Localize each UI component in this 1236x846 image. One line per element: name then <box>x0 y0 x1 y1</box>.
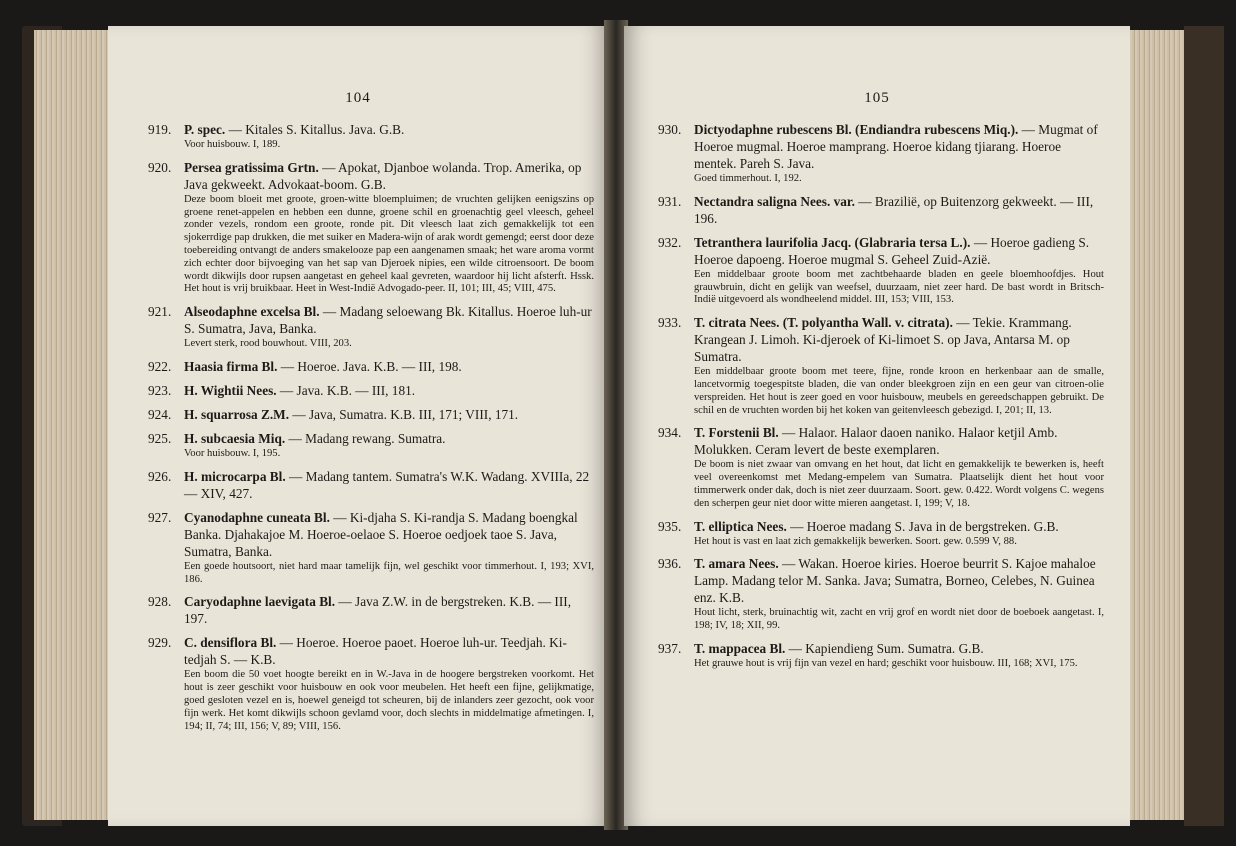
entry-details: — Hoeroe gadieng S. Hoeroe dapoeng. Hoeroe mugmal S. Geheel Zuid-Azië. <box>694 234 1090 267</box>
species-entry <box>658 193 1104 227</box>
page-edges-right <box>1122 30 1184 820</box>
species-name: Alseodaphne excelsa Bl. <box>184 304 320 320</box>
entry-note: Deze boom bloeit met groote, groen-witte bloempluimen; de vruchten gelijken eenigszins op groene renet-appelen en hebben een dunne, groene schil en groenachtig geel vleesch, geheel zonder vezels, rondom een groote, ronde pit. Dit vleesch laat zich gemakkelijk tot een sjokerrdige pap drukken, die met suiker en Madera-wijn of arak wordt gemengd; eerst door deze toebereiding ontvangt de anders smakelooze pap een aangenamen smaak; het ware aroma vormt zich echter door bijvoeging van het sap van Djeroek nipies, een wilde citroensoort. De boom wordt dikwijls door rupsen aangetast en geheel kaal gevreten, waardoor hij licht afsterft. Hssk. Het hout is vrij bruikbaar. Heet in West-Indië Advogado-peer. II, 101; III, 45; VIII, 475. <box>184 193 594 295</box>
species-name: T. mappacea Bl. <box>694 640 786 656</box>
entry-number: 919. <box>148 122 172 137</box>
entry-details: — Halaor. Halaor daoen naniko. Halaor ketjil Amb. Molukken. Ceram levert de beste exemplaren. <box>694 425 1058 458</box>
species-name: T. elliptica Nees. <box>694 518 787 534</box>
species-name: Persea gratissima Grtn. <box>184 159 319 175</box>
species-entry <box>148 430 594 461</box>
entry-heading <box>658 193 1104 227</box>
species-entry <box>148 468 594 502</box>
entry-number: 934. <box>658 425 682 441</box>
species-entry <box>658 518 1104 549</box>
entry-heading <box>658 121 1104 172</box>
entry-note: Voor huisbouw. I, 189. <box>184 139 281 150</box>
species-name: P. spec. <box>184 122 226 137</box>
species-entry <box>148 406 594 423</box>
species-entry <box>658 555 1104 633</box>
entry-number: 924. <box>148 406 172 422</box>
entry-note: Hout licht, sterk, bruinachtig wit, zacht en vrij grof en wordt niet door de boeboek aangetast. I, 198; IV, 18; XII, 99. <box>694 607 1104 632</box>
entry-heading <box>658 555 1104 606</box>
entry-details: — Tekie. Krammang. Krangean J. Limoh. Ki-djeroek of Ki-limoet S. op Java, Antarsa M. op Sumatra. <box>694 315 1072 365</box>
species-name: H. microcarpa Bl. <box>184 468 286 484</box>
species-entry <box>148 634 594 733</box>
entry-details: — Wakan. Hoeroe kiries. Hoeroe beurrit S. Kajoe mahaloe Lamp. Madang telor M. Sanka. Java; Sumatra, Borneo, Celebes, N. Guinea enz. K.B. <box>694 556 1096 606</box>
entry-note: Een boom die 50 voet hoogte bereikt en in W.-Java in de hoogere bergstreken voorkomt. Het hout is zeer geschikt voor huisbouw en ook voor meubelen. Het heeft een fijne, gelijkmatige, goed gesloten vezel en is, hoewel geneigd tot scheuren, bij de inlanders zeer gezocht, ook voor fijn werk. Het komt dikwijls schoon gevlamd voor, doch slechts in middelmatige afmetingen. I, 194; II, 74; III, 156; V, 89; VIII, 156. <box>184 669 594 732</box>
species-name: T. citrata Nees. (T. polyantha Wall. v. citrata). <box>694 315 953 331</box>
entry-details: — Hoeroe. Java. K.B. — III, 198. <box>277 358 462 374</box>
species-entry <box>658 234 1104 307</box>
entry-details: — Hoeroe madang S. Java in de bergstreken. G.B. <box>786 518 1059 534</box>
entry-number: 935. <box>658 518 682 534</box>
species-name: Dictyodaphne rubescens Bl. (Endiandra rubescens Miq.). <box>694 122 1019 137</box>
entry-number: 932. <box>658 234 682 250</box>
entry-details: — Madang seloewang Bk. Kitallus. Hoeroe luh-ur S. Sumatra, Java, Banka. <box>184 304 592 337</box>
species-entry <box>658 424 1104 510</box>
species-name: Nectandra saligna Nees. var. <box>694 193 855 209</box>
entry-number: 928. <box>148 594 172 610</box>
species-name: Cyanodaphne cuneata Bl. <box>184 509 330 525</box>
entry-number: 922. <box>148 358 172 374</box>
book-cover-right <box>1184 26 1224 826</box>
entry-note: Goed timmerhout. I, 192. <box>694 173 802 184</box>
entry-number: 933. <box>658 315 682 331</box>
right-entries <box>624 121 1130 671</box>
entry-heading <box>148 430 594 447</box>
left-page <box>108 26 608 826</box>
entry-number: 925. <box>148 430 172 446</box>
entry-note: Levert sterk, rood bouwhout. VIII, 203. <box>184 338 352 350</box>
entry-heading <box>148 382 594 399</box>
species-entry <box>148 303 594 351</box>
species-entry <box>148 358 594 375</box>
entry-heading <box>148 121 594 138</box>
species-entry <box>148 382 594 399</box>
entry-note: Een middelbaar groote boom met teere, fijne, ronde kroon en herkenbaar aan de smalle, lancetvormig toegespitste bladen, die van onder bleekgroen zijn en een geur van citroen-olie verspreiden. Het hout is zeer goed en voor huisbouw, meubels en gereedschappen gebruikt. De schil en de vruchten worden bij het koken van geitenvleesch gebezigd. I, 201; II, 13. <box>694 366 1104 416</box>
entry-note: Het hout is vast en laat zich gemakkelijk bewerken. Soort. gew. 0.599 V, 88. <box>694 535 1017 547</box>
entry-details: — Brazilië, op Buitenzorg gekweekt. — III, 196. <box>694 193 1094 226</box>
entry-details: — Madang rewang. Sumatra. <box>285 430 446 446</box>
entry-heading <box>148 509 594 560</box>
entry-number: 920. <box>148 159 172 175</box>
entry-heading <box>148 358 594 375</box>
entry-number: 929. <box>148 635 172 651</box>
entry-heading <box>148 634 594 668</box>
species-entry <box>148 509 594 587</box>
species-entry <box>148 159 594 296</box>
entry-note: De boom is niet zwaar van omvang en het hout, dat licht en gemakkelijk te bewerken is, heeft veel overeenkomst met Medang-empelem van Sumatra. Plaatselijk dient het hout voor timmerwerk onder dak, doch is niet zeer duurzaam. Soort. gew. 0.422. Wordt volgens C. wegens den scherpen geur niet door witte mieren aangetast. I, 199; V, 18. <box>694 459 1104 509</box>
species-name: H. subcaesia Miq. <box>184 430 286 446</box>
species-name: Tetranthera laurifolia Jacq. (Glabraria tersa L.). <box>694 234 971 250</box>
entry-heading <box>658 424 1104 458</box>
left-entries <box>108 121 608 733</box>
species-name: T. Forstenii Bl. <box>694 425 779 441</box>
entry-heading <box>658 640 1104 657</box>
entry-details: — Java Z.W. in de bergstreken. K.B. — III, 197. <box>184 594 572 627</box>
entry-details: — Hoeroe. Hoeroe paoet. Hoeroe luh-ur. Teedjah. Ki-tedjah S. — K.B. <box>184 635 567 668</box>
entry-number: 930. <box>658 122 682 137</box>
left-page-number: 104 <box>345 90 371 106</box>
entry-note: Een goede houtsoort, niet hard maar tamelijk fijn, wel geschikt voor timmerhout. I, 193; XVI, 186. <box>184 560 594 585</box>
species-name: H. squarrosa Z.M. <box>184 406 290 422</box>
entry-number: 937. <box>658 640 682 656</box>
entry-note: Voor huisbouw. I, 195. <box>184 447 281 459</box>
right-page <box>624 26 1130 826</box>
entry-heading <box>658 314 1104 365</box>
entry-number: 936. <box>658 556 682 572</box>
entry-heading <box>148 159 594 193</box>
entry-details: — Madang tantem. Sumatra's W.K. Wadang. XVIIIa, 22 — XIV, 427. <box>184 468 590 501</box>
entry-number: 923. <box>148 382 172 398</box>
entry-heading <box>658 234 1104 268</box>
species-entry <box>658 314 1104 417</box>
entry-details: — Apokat, Djanboe wolanda. Trop. Amerika, op Java gekweekt. Advokaat-boom. G.B. <box>184 159 582 192</box>
species-name: T. amara Nees. <box>694 556 779 572</box>
entry-heading <box>148 406 594 423</box>
entry-details: — Kapiendieng Sum. Sumatra. G.B. <box>785 640 984 656</box>
entry-heading <box>148 303 594 337</box>
entry-note: Het grauwe hout is vrij fijn van vezel en hard; geschikt voor huisbouw. III, 168; XVI, 175. <box>694 657 1078 669</box>
entry-number: 931. <box>658 193 682 209</box>
entry-details: — Java. K.B. — III, 181. <box>276 382 416 398</box>
entry-heading <box>148 468 594 502</box>
species-entry <box>658 640 1104 671</box>
species-name: C. densiflora Bl. <box>184 635 277 651</box>
species-name: H. Wightii Nees. <box>184 382 277 398</box>
entry-heading <box>658 518 1104 535</box>
entry-number: 921. <box>148 304 172 320</box>
species-entry <box>658 121 1104 186</box>
species-name: Caryodaphne laevigata Bl. <box>184 594 336 610</box>
entry-number: 926. <box>148 468 172 484</box>
entry-details: — Mugmat of Hoeroe mugmal. Hoeroe mamprang. Hoeroe kidang tjiarang. Hoeroe mentek. Pareh S. Java. <box>694 122 1098 171</box>
entry-heading <box>148 593 594 627</box>
entry-details: — Ki-djaha S. Ki-randja S. Madang boengkal Banka. Djahakajoe M. Hoeroe-oelaoe S. Hoeroe oedjoek taoe S. Java, Sumatra, Banka. <box>184 509 578 559</box>
entry-details: — Kitales S. Kitallus. Java. G.B. <box>225 122 405 137</box>
entry-note: Een middelbaar groote boom met zachtbehaarde bladen en geele bloemhoofdjes. Hout grauwbruin, dicht en gelijk van weefsel, duurzaam, niet zeer hard. De bast wordt in Britsch-Indië uitgevoerd als wondheelend middel. III, 153; VIII, 153. <box>694 268 1104 306</box>
species-entry <box>148 593 594 627</box>
entry-details: — Java, Sumatra. K.B. III, 171; VIII, 171. <box>289 406 519 422</box>
species-name: Haasia firma Bl. <box>184 358 278 374</box>
right-page-number: 105 <box>864 90 890 106</box>
species-entry <box>148 121 594 152</box>
entry-number: 927. <box>148 509 172 525</box>
